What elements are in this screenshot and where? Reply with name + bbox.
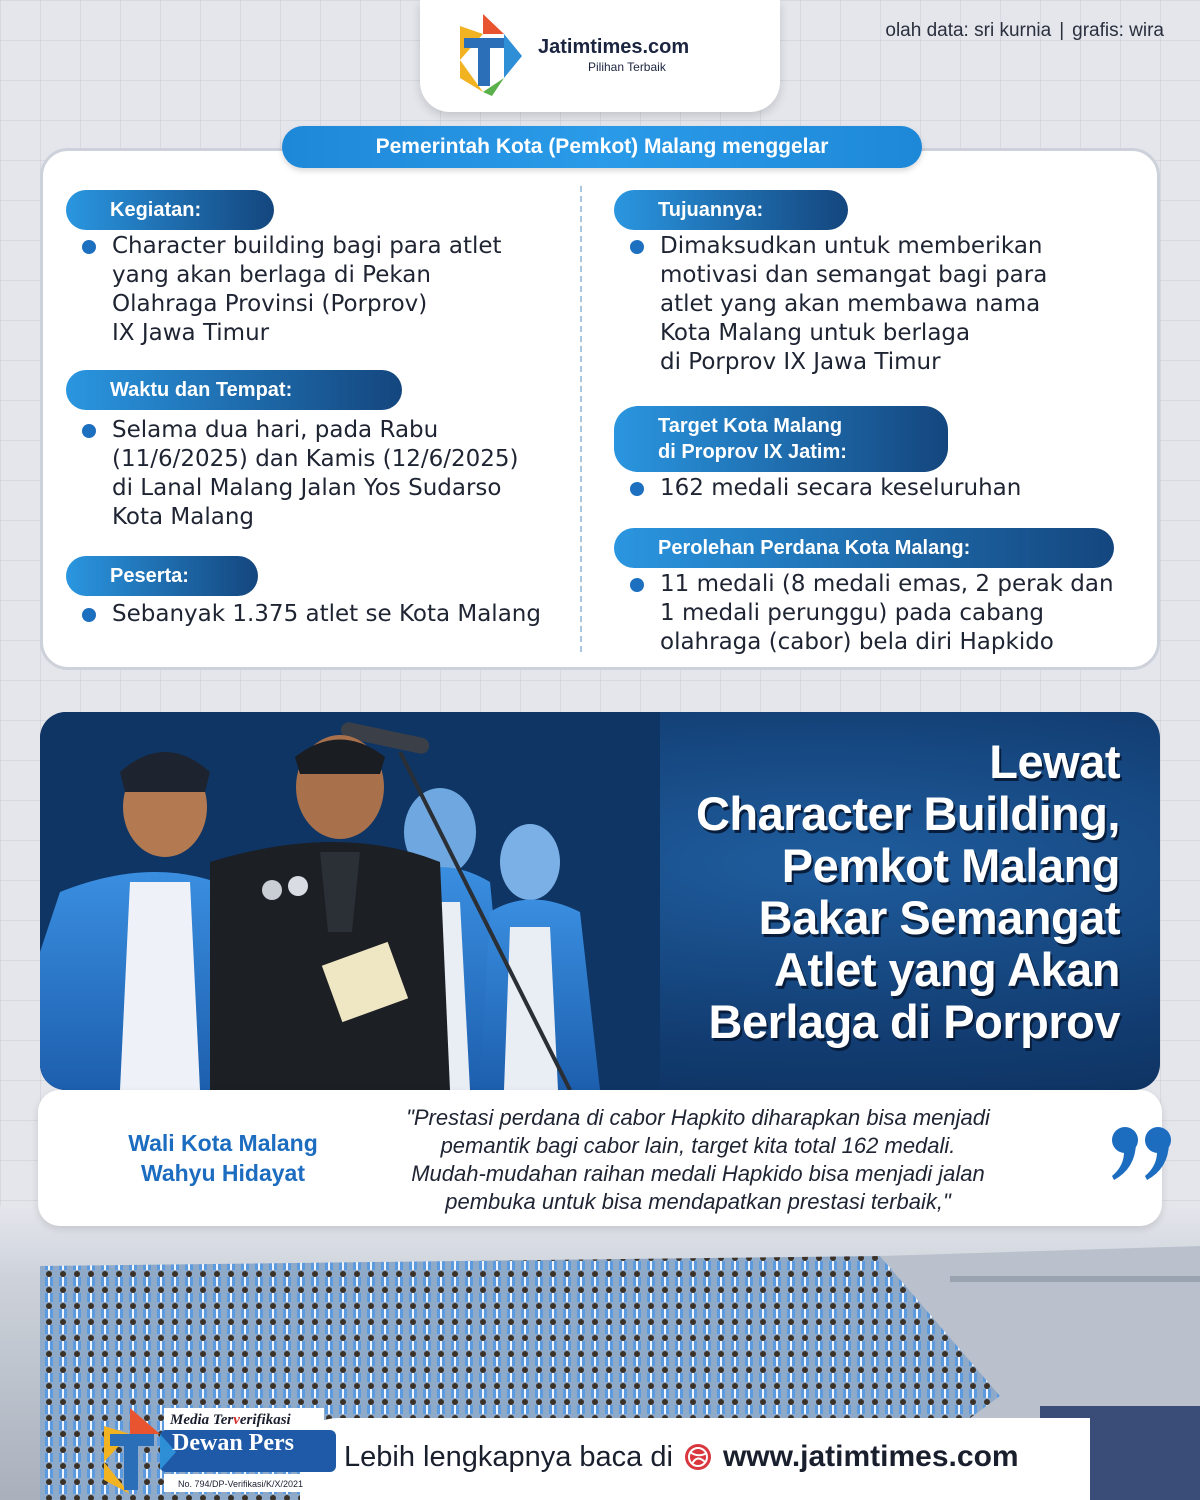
headline-line: Bakar Semangat — [758, 891, 1120, 944]
target-label — [614, 406, 948, 472]
jatimtimes-logo-icon — [442, 12, 524, 98]
credits — [885, 20, 1164, 42]
tujuan-item — [630, 232, 1150, 377]
tujuan-label: Tujuannya: — [614, 190, 848, 230]
headline-line: Berlaga di Porprov — [708, 995, 1120, 1048]
headline-line: Pemkot Malang — [781, 839, 1120, 892]
tujuan-text: Dimaksudkan untuk memberikan motivasi dan semangat bagi para atlet yang akan membawa nama Kota Malang untuk berlaga di Porprov IX Jawa Timur — [660, 233, 1048, 375]
quote-line: Mudah-mudahan raihan medali Hapkido bisa menjadi jalan — [411, 1161, 985, 1186]
headline — [500, 736, 1120, 1048]
credit-graphics: grafis: wira — [1072, 20, 1164, 41]
speaker-title: Wali Kota Malang — [128, 1130, 318, 1156]
peserta-item — [82, 600, 562, 629]
kegiatan-text: Character building bagi para atlet yang akan berlaga di Pekan Olahraga Provinsi (Porprov) IX Jawa Timur — [112, 233, 502, 346]
bullet-icon — [82, 424, 96, 438]
badge-title-check: v — [233, 1412, 240, 1428]
peserta-text: Sebanyak 1.375 atlet se Kota Malang — [112, 601, 541, 627]
badge-title-c: erifikasi — [239, 1412, 291, 1428]
target-item — [630, 474, 1150, 503]
target-label-line2: di Proprov IX Jatim: — [658, 441, 847, 463]
brand-name: Jatimtimes.com — [538, 36, 690, 58]
target-text: 162 medali secara keseluruhan — [660, 475, 1022, 501]
badge-title-a: Media Ter — [170, 1412, 234, 1428]
badge-number: No. 794/DP-Verifikasi/K/X/2021 — [178, 1479, 304, 1489]
headline-line: Atlet yang Akan — [774, 943, 1120, 996]
speaker-name: Wahyu Hidayat — [140, 1160, 305, 1186]
bullet-icon — [82, 240, 96, 254]
perolehan-label: Perolehan Perdana Kota Malang: — [614, 528, 1114, 568]
bullet-icon — [630, 482, 644, 496]
bullet-icon — [82, 608, 96, 622]
brand-tagline: Pilihan Terbaik — [588, 60, 666, 74]
website-link[interactable]: www.jatimtimes.com — [722, 1440, 1019, 1473]
quote-text — [338, 1104, 1058, 1216]
badge-name: Dewan Pers — [172, 1430, 294, 1456]
quote-line: pemantik bagi cabor lain, target kita total 162 medali. — [440, 1133, 956, 1158]
badge-title — [170, 1412, 291, 1429]
quote-line: pembuka untuk bisa mendapatkan prestasi terbaik," — [445, 1189, 951, 1214]
waktu-tempat-text: Selama dua hari, pada Rabu (11/6/2025) dan Kamis (12/6/2025) di Lanal Malang Jalan Yos Sudarso Kota Malang — [112, 417, 519, 530]
waktu-tempat-label: Waktu dan Tempat: — [66, 370, 402, 410]
target-label-line1: Target Kota Malang — [658, 415, 843, 437]
quote-card — [38, 1090, 1162, 1226]
hero-banner — [40, 712, 1160, 1090]
peserta-label: Peserta: — [66, 556, 258, 596]
info-card-title: Pemerintah Kota (Pemkot) Malang menggelar — [282, 126, 922, 168]
kegiatan-label: Kegiatan: — [66, 190, 274, 230]
perolehan-item — [630, 570, 1150, 657]
bullet-icon — [630, 240, 644, 254]
quote-speaker — [78, 1128, 368, 1188]
headline-line: Lewat — [989, 735, 1120, 788]
perolehan-text: 11 medali (8 medali emas, 2 perak dan 1 medali perunggu) pada cabang olahraga (cabor) bela diri Hapkido — [660, 571, 1114, 655]
read-more[interactable] — [344, 1440, 1019, 1474]
bullet-icon — [630, 578, 644, 592]
headline-line: Character Building, — [695, 787, 1120, 840]
waktu-tempat-item — [82, 416, 562, 532]
credit-data: olah data: sri kurnia — [885, 20, 1052, 41]
column-divider — [580, 186, 582, 652]
quote-line: "Prestasi perdana di cabor Hapkito diharapkan bisa menjadi — [406, 1105, 990, 1130]
brand-logo-card[interactable] — [420, 0, 780, 112]
quote-mark-icon — [1108, 1124, 1178, 1184]
kegiatan-item — [82, 232, 562, 348]
read-more-text: Lebih lengkapnya baca di — [344, 1440, 673, 1473]
dribbble-globe-icon — [683, 1442, 713, 1472]
credit-separator: | — [1059, 20, 1065, 41]
